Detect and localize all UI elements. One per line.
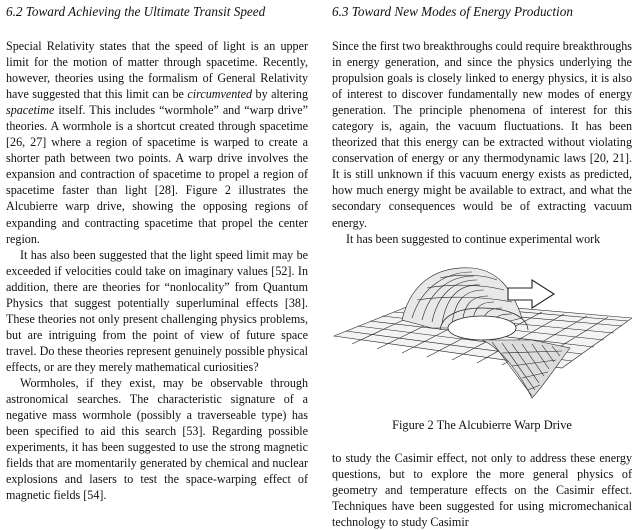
emphasis-text: circumvented: [187, 87, 253, 102]
paragraph: [332, 38, 632, 231]
paragraph: [6, 375, 308, 503]
text-segment: itself. This includes “wormhole” and “warp drive” theories. A wormhole is a shortcut created through spacetime [26, 27] where a region of spacetime is warped to create a shorter path between two points. A warp drive involves the expansion and contraction of spacetime to propel a region of spacetime faster than light [28]. Figure 2 illustrates the Alcubierre warp drive, showing the opposing regions of expanding and contracting spacetime that propel the center region.: [6, 103, 308, 246]
text-segment: Since the first two breakthroughs could require breakthroughs in energy generation, and since the physics underlying the propulsion goals is closely linked to energy physics, it is also of interest to discover fundamentally new modes of energy generation. The principle phenomena of interest for this category is, again, the vacuum fluctuations. It has been theorized that this energy can be extracted without violating conservation of energy or any thermodynamic laws [20, 21]. It is still unknown if this vacuum energy exists as predicted, how much energy might be available to extract, and what the secondary consequences would be of extracting vacuum energy.: [332, 39, 632, 230]
paragraph: [6, 38, 308, 247]
left-body: [6, 38, 308, 503]
warp-drive-surface-icon: [332, 258, 632, 408]
right-body-bottom: [332, 450, 632, 530]
section-heading-6-3: 6.3 Toward New Modes of Energy Production: [332, 4, 573, 19]
section-heading-6-2: 6.2 Toward Achieving the Ultimate Transit Speed: [6, 4, 266, 19]
right-body-top: [332, 38, 632, 247]
paragraph: [332, 450, 632, 530]
warp-drive-figure: [332, 258, 632, 408]
paragraph: [6, 247, 308, 375]
emphasis-text: spacetime: [6, 103, 55, 118]
text-segment: to study the Casimir effect, not only to address these energy questions, but to explore the more general physics of geometry and temperature effects on the Casimir effect. Techniques have been suggested for using micromechanical technology to study Casimir: [332, 451, 632, 530]
text-segment: It has also been suggested that the light speed limit may be exceeded if velocities could take on imaginary values [52]. In addition, there are theories for “nonlocality” from Quantum Physics that suggest potentially superluminal effects [38]. These theories not only present challenging physics problems, but are intriguing from the point of view of future space travel. Do these theories represent genuinely possible physical effects, or are they merely mathematical curiosities?: [6, 247, 308, 374]
text-segment: by altering: [252, 87, 309, 102]
paragraph: [332, 231, 632, 247]
text-segment: Wormholes, if they exist, may be observable through astronomical searches. The characteristic signature of a negative mass wormhole (possibly a traverseable type) has been specified to aid this search [53]. Regarding possible experiments, it has been suggested to use the strong magnetic fields that are momentarily generated by chemical and nuclear explosions and lasers to test the space-warping effect of magnetic fields [54].: [6, 375, 308, 503]
text-segment: It has been suggested to continue experimental work: [346, 231, 601, 246]
text-segment: Special Relativity states that the speed of light is an upper limit for the motion of matter through spacetime. Recently, however, theories using the formalism of General Relativity have suggested that this limit can be: [6, 39, 308, 102]
figure-caption: Figure 2 The Alcubierre Warp Drive: [392, 418, 572, 432]
